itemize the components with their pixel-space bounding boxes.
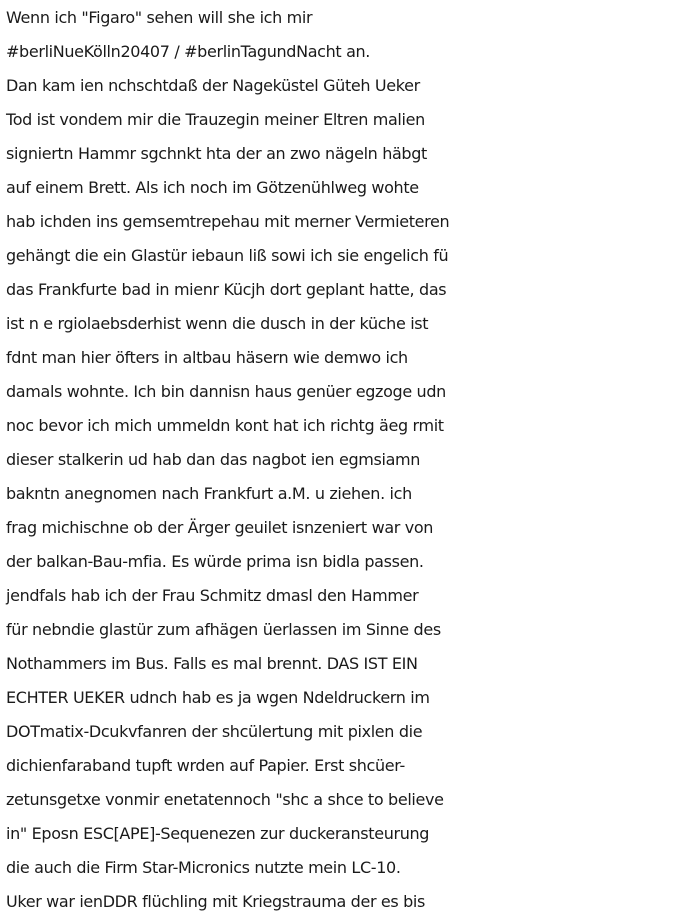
- text-line: Wenn ich "Figaro" sehen will she ich mir: [6, 8, 313, 27]
- text-line: der balkan-Bau-mfia. Es würde prima isn bidla passen.: [6, 552, 424, 571]
- text-line: zetunsgetxe vonmir enetatennoch "shc a shce to believe: [6, 790, 444, 809]
- text-line: ist n e rgiolaebsderhist wenn die dusch in der küche ist: [6, 314, 429, 333]
- text-block: [6, 1, 682, 919]
- text-line: dichienfaraband tupft wrden auf Papier. Erst shcüer-: [6, 756, 405, 775]
- text-line: hab ichden ins gemsemtrepehau mit merner Vermieteren: [6, 212, 450, 231]
- text-line: noc bevor ich mich ummeldn kont hat ich richtg äeg rmit: [6, 416, 444, 435]
- text-line: signiertn Hammr sgchnkt hta der an zwo nägeln häbgt: [6, 144, 427, 163]
- text-line: fdnt man hier öfters in altbau häsern wie demwo ich: [6, 348, 408, 367]
- text-line: bakntn anegnomen nach Frankfurt a.M. u ziehen. ich: [6, 484, 412, 503]
- text-line: gehängt die ein Glastür iebaun liß sowi ich sie engelich fü: [6, 246, 449, 265]
- text-line: ECHTER UEKER udnch hab es ja wgen Ndeldruckern im: [6, 688, 430, 707]
- text-line: in" Eposn ESC[APE]-Sequenezen zur duckeransteurung: [6, 824, 430, 843]
- text-line: das Frankfurte bad in mienr Kücjh dort geplant hatte, das: [6, 280, 447, 299]
- text-line: die auch die Firm Star-Micronics nutzte mein LC-10.: [6, 858, 401, 877]
- text-line: dieser stalkerin ud hab dan das nagbot ien egmsiamn: [6, 450, 421, 469]
- text-line: Tod ist vondem mir die Trauzegin meiner Eltren malien: [6, 110, 425, 129]
- text-line: Nothammers im Bus. Falls es mal brennt. DAS IST EIN: [6, 654, 418, 673]
- text-line: DOTmatix-Dcukvfanren der shcülertung mit pixlen die: [6, 722, 423, 741]
- text-line: frag michischne ob der Ärger geuilet isnzeniert war von: [6, 518, 434, 537]
- text-line: damals wohnte. Ich bin dannisn haus genüer egzoge udn: [6, 382, 446, 401]
- text-line: Dan kam ien nchschtdaß der Nageküstel Güteh Ueker: [6, 76, 420, 95]
- text-line: #berliNueKölln20407 / #berlinTagundNacht an.: [6, 42, 371, 61]
- text-line: jendfals hab ich der Frau Schmitz dmasl den Hammer: [6, 586, 419, 605]
- text-line: Uker war ienDDR flüchling mit Kriegstrauma der es bis: [6, 892, 426, 911]
- text-line: für nebndie glastür zum afhägen üerlassen im Sinne des: [6, 620, 441, 639]
- text-line: auf einem Brett. Als ich noch im Götzenühlweg wohte: [6, 178, 419, 197]
